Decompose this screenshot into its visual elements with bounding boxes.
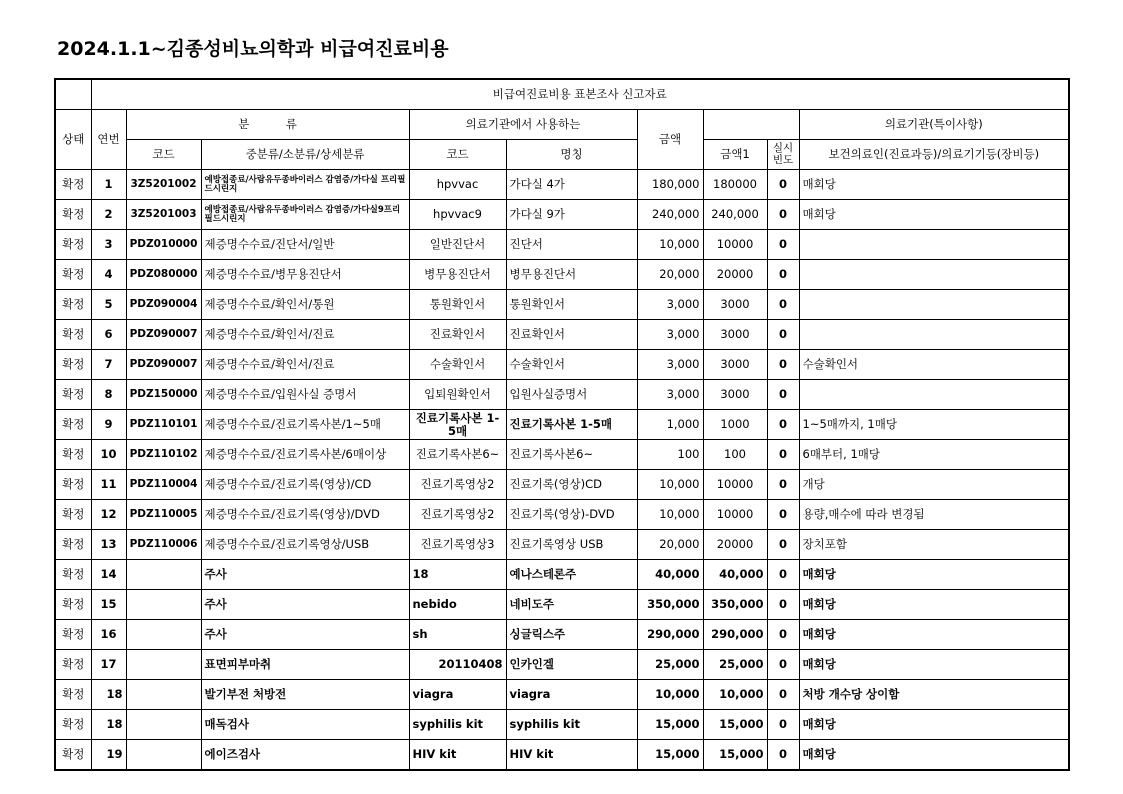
cell-note: 용량,매수에 따라 변경됨: [799, 500, 1069, 530]
cell-amount1: 240,000: [703, 200, 767, 230]
cell-status: 확정: [55, 200, 91, 230]
cell-code: [126, 710, 201, 740]
cell-code: [126, 740, 201, 771]
cell-freq: 0: [767, 500, 799, 530]
cell-amount: 240,000: [637, 200, 703, 230]
cell-amount: 3,000: [637, 290, 703, 320]
cell-inst-code: 진료기록사본 1-5매: [409, 410, 506, 440]
cell-inst-code: hpvvac9: [409, 200, 506, 230]
cell-code: PDZ110006: [126, 530, 201, 560]
cell-code: [126, 560, 201, 590]
cell-category: 제증명수수료/진료기록(영상)/DVD: [201, 500, 409, 530]
cell-code: PDZ090007: [126, 320, 201, 350]
cell-note: 매회당: [799, 620, 1069, 650]
cell-inst-code: hpvvac: [409, 170, 506, 200]
cell-note: [799, 290, 1069, 320]
table-row: [55, 290, 1069, 320]
cell-amount1: 180000: [703, 170, 767, 200]
cell-seq: 1: [91, 170, 126, 200]
cell-amount1: 10000: [703, 500, 767, 530]
cell-inst-name: 인카인겔: [506, 650, 637, 680]
cell-status: 확정: [55, 410, 91, 440]
cell-inst-name: 수술확인서: [506, 350, 637, 380]
cell-category: 주사: [201, 560, 409, 590]
cell-code: PDZ110102: [126, 440, 201, 470]
cell-seq: 8: [91, 380, 126, 410]
cell-inst-name: 네비도주: [506, 590, 637, 620]
cell-category: 제증명수수료/진료기록사본/1~5매: [201, 410, 409, 440]
header-row-1: [55, 79, 1069, 110]
cell-freq: 0: [767, 260, 799, 290]
cell-code: PDZ090007: [126, 350, 201, 380]
cell-status: 확정: [55, 530, 91, 560]
cell-inst-name: 진료기록사본 1-5매: [506, 410, 637, 440]
cell-amount: 1,000: [637, 410, 703, 440]
cell-note: 매회당: [799, 590, 1069, 620]
header-row-3: [55, 140, 1069, 170]
cell-freq: 0: [767, 530, 799, 560]
cell-code: PDZ090004: [126, 290, 201, 320]
cell-seq: 9: [91, 410, 126, 440]
cell-freq: 0: [767, 470, 799, 500]
cell-amount1: 3000: [703, 350, 767, 380]
header-inst-code: 코드: [409, 140, 506, 170]
header-freq: 실시빈도: [767, 140, 799, 170]
cell-note: 6매부터, 1매당: [799, 440, 1069, 470]
header-amount1: 금액1: [703, 140, 767, 170]
cell-freq: 0: [767, 200, 799, 230]
cell-amount: 3,000: [637, 380, 703, 410]
cell-freq: 0: [767, 710, 799, 740]
cell-seq: 17: [91, 650, 126, 680]
cell-seq: 12: [91, 500, 126, 530]
cell-inst-name: 진료기록(영상)CD: [506, 470, 637, 500]
cell-freq: 0: [767, 620, 799, 650]
table-row: [55, 560, 1069, 590]
cell-inst-code: 진료확인서: [409, 320, 506, 350]
header-equip: 보건의료인(진료과등)/의료기기등(장비등): [799, 140, 1069, 170]
cell-inst-code: viagra: [409, 680, 506, 710]
cell-freq: 0: [767, 680, 799, 710]
cell-note: 수술확인서: [799, 350, 1069, 380]
cell-status: 확정: [55, 680, 91, 710]
cell-freq: 0: [767, 350, 799, 380]
cell-inst-code: 통원확인서: [409, 290, 506, 320]
cell-status: 확정: [55, 350, 91, 380]
table-row: [55, 170, 1069, 200]
cell-amount1: 3000: [703, 290, 767, 320]
cell-code: [126, 650, 201, 680]
cell-amount: 10,000: [637, 680, 703, 710]
header-category-group: 분 류: [126, 110, 409, 140]
cell-note: [799, 380, 1069, 410]
table-row: [55, 740, 1069, 771]
cell-status: 확정: [55, 260, 91, 290]
table-row: [55, 500, 1069, 530]
cell-status: 확정: [55, 170, 91, 200]
cell-amount: 180,000: [637, 170, 703, 200]
cell-code: PDZ110005: [126, 500, 201, 530]
table-row: [55, 200, 1069, 230]
cell-note: [799, 230, 1069, 260]
table-row: [55, 380, 1069, 410]
header-inst-name: 명칭: [506, 140, 637, 170]
cell-code: PDZ150000: [126, 380, 201, 410]
cell-note: 매회당: [799, 560, 1069, 590]
cell-inst-code: 진료기록영상2: [409, 470, 506, 500]
cell-status: 확정: [55, 440, 91, 470]
header-status: 상태: [55, 110, 91, 170]
table-row: [55, 710, 1069, 740]
table-row: [55, 260, 1069, 290]
table-row: [55, 230, 1069, 260]
table-row: [55, 650, 1069, 680]
cell-inst-code: 일반진단서: [409, 230, 506, 260]
cell-category: 제증명수수료/입원사실 증명서: [201, 380, 409, 410]
cell-seq: 15: [91, 590, 126, 620]
table-row: [55, 680, 1069, 710]
table-row: [55, 320, 1069, 350]
cell-amount: 20,000: [637, 260, 703, 290]
cell-seq: 2: [91, 200, 126, 230]
cell-amount1: 100: [703, 440, 767, 470]
cell-amount1: 350,000: [703, 590, 767, 620]
cell-amount: 3,000: [637, 320, 703, 350]
cell-amount: 15,000: [637, 710, 703, 740]
cell-code: [126, 590, 201, 620]
cell-code: PDZ110101: [126, 410, 201, 440]
cell-seq: 14: [91, 560, 126, 590]
cell-category: 매독검사: [201, 710, 409, 740]
cell-status: 확정: [55, 740, 91, 771]
cell-inst-code: HIV kit: [409, 740, 506, 771]
header-report-title: 비급여진료비용 표본조사 신고자료: [91, 79, 1069, 110]
cell-category: 예방접종료/사람유두종바이러스 감염증/가다실 프리필드시린지: [201, 170, 409, 200]
cell-seq: 18: [91, 710, 126, 740]
cell-status: 확정: [55, 320, 91, 350]
cell-inst-code: 병무용진단서: [409, 260, 506, 290]
cell-code: [126, 680, 201, 710]
table-row: [55, 350, 1069, 380]
cell-code: 3Z5201002: [126, 170, 201, 200]
cell-note: 매회당: [799, 710, 1069, 740]
cell-inst-code: 수술확인서: [409, 350, 506, 380]
cell-seq: 13: [91, 530, 126, 560]
cell-note: 처방 개수당 상이함: [799, 680, 1069, 710]
cell-category: 제증명수수료/진단서/일반: [201, 230, 409, 260]
header-inst-use: 의료기관에서 사용하는: [409, 110, 637, 140]
cell-amount1: 3000: [703, 380, 767, 410]
cell-amount1: 290,000: [703, 620, 767, 650]
cell-status: 확정: [55, 590, 91, 620]
cell-freq: 0: [767, 170, 799, 200]
header-amount: 금액: [637, 110, 703, 170]
cell-status: 확정: [55, 380, 91, 410]
cell-inst-name: 입원사실증명서: [506, 380, 637, 410]
cell-category: 주사: [201, 620, 409, 650]
cell-category: 제증명수수료/확인서/통원: [201, 290, 409, 320]
cell-freq: 0: [767, 440, 799, 470]
cell-freq: 0: [767, 740, 799, 771]
header-blank-2: [703, 110, 799, 140]
cell-inst-name: 진료기록사본6~: [506, 440, 637, 470]
cell-category: 제증명수수료/확인서/진료: [201, 350, 409, 380]
header-blank: [55, 79, 91, 110]
cell-inst-code: syphilis kit: [409, 710, 506, 740]
cell-inst-name: 가다실 9가: [506, 200, 637, 230]
cell-status: 확정: [55, 650, 91, 680]
cell-category: 예방접종료/사람유두종바이러스 감염증/가다실9프리필드시린지: [201, 200, 409, 230]
table-row: [55, 410, 1069, 440]
cell-amount1: 3000: [703, 320, 767, 350]
cell-amount1: 20000: [703, 530, 767, 560]
header-seq: 연번: [91, 110, 126, 170]
cell-seq: 16: [91, 620, 126, 650]
cell-seq: 11: [91, 470, 126, 500]
header-inst-note: 의료기관(특이사항): [799, 110, 1069, 140]
cell-seq: 3: [91, 230, 126, 260]
cell-amount: 10,000: [637, 470, 703, 500]
table-row: [55, 620, 1069, 650]
cell-freq: 0: [767, 410, 799, 440]
cell-freq: 0: [767, 380, 799, 410]
cell-category: 제증명수수료/진료기록(영상)/CD: [201, 470, 409, 500]
cell-category: 발기부전 처방전: [201, 680, 409, 710]
cell-note: [799, 260, 1069, 290]
cell-note: 매회당: [799, 200, 1069, 230]
cell-inst-code: nebido: [409, 590, 506, 620]
page-title: 2024.1.1~김종성비뇨의학과 비급여진료비용: [57, 38, 449, 60]
cell-amount1: 10000: [703, 470, 767, 500]
cell-amount: 3,000: [637, 350, 703, 380]
cell-status: 확정: [55, 230, 91, 260]
cell-inst-code: 진료기록영상3: [409, 530, 506, 560]
cell-seq: 19: [91, 740, 126, 771]
table-row: [55, 470, 1069, 500]
cell-note: 매회당: [799, 740, 1069, 771]
cell-seq: 5: [91, 290, 126, 320]
cell-seq: 10: [91, 440, 126, 470]
cell-amount1: 15,000: [703, 710, 767, 740]
cell-inst-name: syphilis kit: [506, 710, 637, 740]
cell-note: 개당: [799, 470, 1069, 500]
cell-inst-code: 20110408: [409, 650, 506, 680]
cell-freq: 0: [767, 590, 799, 620]
cell-inst-name: 병무용진단서: [506, 260, 637, 290]
cell-inst-name: HIV kit: [506, 740, 637, 771]
cell-status: 확정: [55, 470, 91, 500]
cell-inst-code: 입퇴원확인서: [409, 380, 506, 410]
cell-inst-code: 18: [409, 560, 506, 590]
cell-category: 제증명수수료/확인서/진료: [201, 320, 409, 350]
header-category-detail: 중분류/소분류/상세분류: [201, 140, 409, 170]
fee-table: [54, 78, 1070, 771]
cell-code: 3Z5201003: [126, 200, 201, 230]
cell-amount1: 20000: [703, 260, 767, 290]
cell-category: 표면피부마취: [201, 650, 409, 680]
cell-note: 매회당: [799, 170, 1069, 200]
table-row: [55, 530, 1069, 560]
cell-inst-name: viagra: [506, 680, 637, 710]
cell-amount1: 1000: [703, 410, 767, 440]
cell-category: 제증명수수료/진료기록영상/USB: [201, 530, 409, 560]
cell-seq: 4: [91, 260, 126, 290]
cell-category: 제증명수수료/병무용진단서: [201, 260, 409, 290]
cell-inst-name: 싱글릭스주: [506, 620, 637, 650]
cell-status: 확정: [55, 500, 91, 530]
cell-code: PDZ080000: [126, 260, 201, 290]
table-body: [55, 170, 1069, 771]
cell-amount1: 15,000: [703, 740, 767, 771]
header-code: 코드: [126, 140, 201, 170]
cell-note: 장치포함: [799, 530, 1069, 560]
cell-freq: 0: [767, 560, 799, 590]
table-row: [55, 590, 1069, 620]
cell-note: 매회당: [799, 650, 1069, 680]
cell-freq: 0: [767, 230, 799, 260]
cell-amount1: 10,000: [703, 680, 767, 710]
table-row: [55, 440, 1069, 470]
cell-inst-name: 진료기록(영상)-DVD: [506, 500, 637, 530]
cell-code: PDZ010000: [126, 230, 201, 260]
cell-inst-name: 진단서: [506, 230, 637, 260]
cell-amount: 10,000: [637, 230, 703, 260]
cell-status: 확정: [55, 560, 91, 590]
cell-amount: 100: [637, 440, 703, 470]
cell-amount: 20,000: [637, 530, 703, 560]
cell-status: 확정: [55, 290, 91, 320]
cell-amount: 15,000: [637, 740, 703, 771]
cell-inst-name: 가다실 4가: [506, 170, 637, 200]
cell-amount1: 25,000: [703, 650, 767, 680]
cell-inst-code: 진료기록사본6~: [409, 440, 506, 470]
cell-status: 확정: [55, 620, 91, 650]
cell-seq: 6: [91, 320, 126, 350]
cell-code: [126, 620, 201, 650]
cell-amount1: 40,000: [703, 560, 767, 590]
cell-seq: 7: [91, 350, 126, 380]
cell-amount: 10,000: [637, 500, 703, 530]
cell-amount: 290,000: [637, 620, 703, 650]
cell-inst-code: 진료기록영상2: [409, 500, 506, 530]
header-row-2: [55, 110, 1069, 140]
cell-category: 에이즈검사: [201, 740, 409, 771]
cell-inst-name: 예나스테론주: [506, 560, 637, 590]
cell-category: 주사: [201, 590, 409, 620]
cell-amount1: 10000: [703, 230, 767, 260]
cell-status: 확정: [55, 710, 91, 740]
cell-inst-name: 진료기록영상 USB: [506, 530, 637, 560]
cell-inst-code: sh: [409, 620, 506, 650]
cell-category: 제증명수수료/진료기록사본/6매이상: [201, 440, 409, 470]
cell-seq: 18: [91, 680, 126, 710]
cell-freq: 0: [767, 320, 799, 350]
cell-amount: 350,000: [637, 590, 703, 620]
cell-inst-name: 통원확인서: [506, 290, 637, 320]
cell-note: [799, 320, 1069, 350]
cell-code: PDZ110004: [126, 470, 201, 500]
cell-note: 1~5매까지, 1매당: [799, 410, 1069, 440]
cell-amount: 25,000: [637, 650, 703, 680]
cell-inst-name: 진료확인서: [506, 320, 637, 350]
cell-freq: 0: [767, 650, 799, 680]
cell-amount: 40,000: [637, 560, 703, 590]
cell-freq: 0: [767, 290, 799, 320]
